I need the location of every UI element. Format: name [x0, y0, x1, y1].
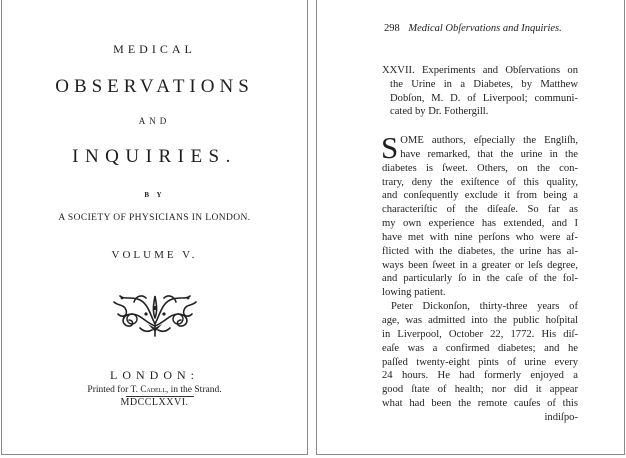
imprint-printer: Cadell, — [140, 384, 169, 394]
text-line: flicted with the diabetes, the urine has al- — [382, 245, 578, 257]
imprint-suffix: in the Strand. — [170, 385, 222, 395]
running-title: Medical Obſervations and Inquiries. — [408, 23, 562, 34]
title-line-medical: MEDICAL — [113, 42, 196, 56]
body-text — [381, 130, 578, 425]
drop-cap: S — [381, 130, 399, 165]
running-head — [384, 23, 562, 34]
text-line: trary, deny the exiſtence of this quality, — [382, 176, 578, 188]
heading-line: the Urine in a Diabetes, by Matthew — [390, 78, 578, 90]
text-line: and particularly ſo in the caſe of the fol- — [382, 273, 578, 285]
text-line: 24 hours. He had formerly enjoyed a — [382, 370, 578, 382]
title-line-and: AND — [138, 116, 171, 126]
title-by: B Y — [144, 191, 165, 199]
title-page — [1, 0, 308, 455]
text-line: eaſe was a confirmed diabetes; and he — [382, 342, 578, 354]
title-volume: VOLUME V. — [111, 249, 198, 261]
title-line-inquiries: INQUIRIES. — [72, 146, 237, 167]
text-line: good ſtate of health; nor did it appear — [382, 384, 578, 396]
text-line: have met with nine perſons who were af- — [382, 231, 578, 243]
text-line: paſſed twenty-eight pints of urine every — [382, 356, 578, 368]
title-author: A SOCIETY OF PHYSICIANS IN LONDON. — [58, 213, 251, 223]
text-line: characteriſtic of the diſeaſe. So far as — [382, 204, 578, 216]
heading-line: cated by Dr. Fothergill. — [390, 106, 489, 118]
heading-line: XXVII. Experiments and Obſervations on — [382, 65, 578, 76]
title-line-observations: OBSERVATIONS — [55, 76, 254, 97]
text-line: in Liverpool, October 22, 1772. His diſ- — [382, 328, 578, 340]
catchword: indiſpo- — [544, 411, 578, 423]
article-heading — [382, 64, 578, 119]
text-line: OME authors, eſpecially the Engliſh, — [400, 135, 578, 146]
text-line: have remarked, that the urine in the — [400, 148, 578, 160]
page-number: 298 — [384, 23, 400, 34]
text-line: diabetes is ſweet. Others, on the con- — [382, 162, 578, 174]
text-line: and conſequently exclude it from being a — [382, 190, 578, 202]
floral-ornament-icon — [110, 288, 200, 340]
imprint-printer-line — [2, 384, 307, 395]
text-line: age, was admitted into the public hoſpital — [382, 314, 578, 326]
text-line: my own experience has extended, and I — [382, 218, 578, 230]
imprint-place: LONDON: — [110, 368, 199, 382]
imprint-prefix: Printed for T. — [87, 385, 138, 395]
text-page — [316, 0, 625, 455]
text-line: lowing patient. — [382, 287, 446, 299]
text-line: Peter Dickonſon, thirty-three years of — [391, 301, 578, 313]
text-line: what had been the remote cauſes of this — [382, 398, 578, 410]
text-line: ways been ſweet in a greater or leſs degree, — [382, 259, 578, 271]
heading-line: Dobſon, M. D. of Liverpool; communi- — [390, 92, 578, 104]
imprint-year: MDCCLXXVI. — [120, 397, 189, 408]
